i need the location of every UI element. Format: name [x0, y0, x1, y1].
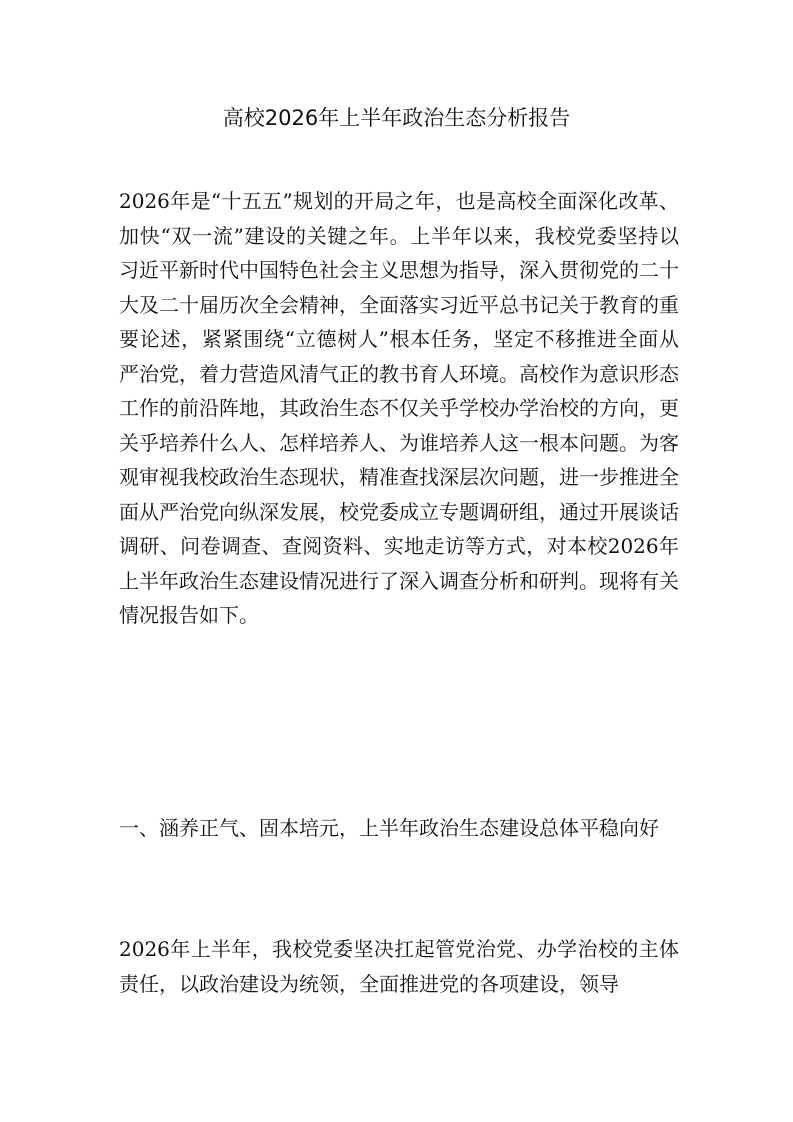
section-heading: 一、涵养正气、固本培元，上半年政治生态建设总体平稳向好 [119, 816, 659, 840]
intro-paragraph: 2026年是“十五五”规划的开局之年，也是高校全面深化改革、加快“双一流”建设的关键之年。上半年以来，我校党委坚持以习近平新时代中国特色社会主义思想为指导，深入贯彻党的二十大及二十届历次全会精神，全面落实习近平总书记关于教育的重要论述，紧紧围绕“立德树人”根本任务，坚定不移推进全面从严治党，着力营造风清气正的教书育人环境。高校作为意识形态工作的前沿阵地，其政治生态不仅关乎学校办学治校的方向，更关乎培养什么人、怎样培养人、为谁培养人这一根本问题。为客观审视我校政治生态现状，精准查找深层次问题，进一步推进全面从严治党向纵深发展，校党委成立专题调研组，通过开展谈话调研、问卷调查、查阅资料、实地走访等方式，对本校2026年上半年政治生态建设情况进行了深入调查分析和研判。现将有关情况报告如下。 [119, 189, 679, 627]
section-paragraph: 2026年上半年，我校党委坚决扛起管党治党、办学治校的主体责任，以政治建设为统领，全面推进党的各项建设，领导 [119, 937, 679, 996]
document-title: 高校2026年上半年政治生态分析报告 [222, 106, 571, 130]
